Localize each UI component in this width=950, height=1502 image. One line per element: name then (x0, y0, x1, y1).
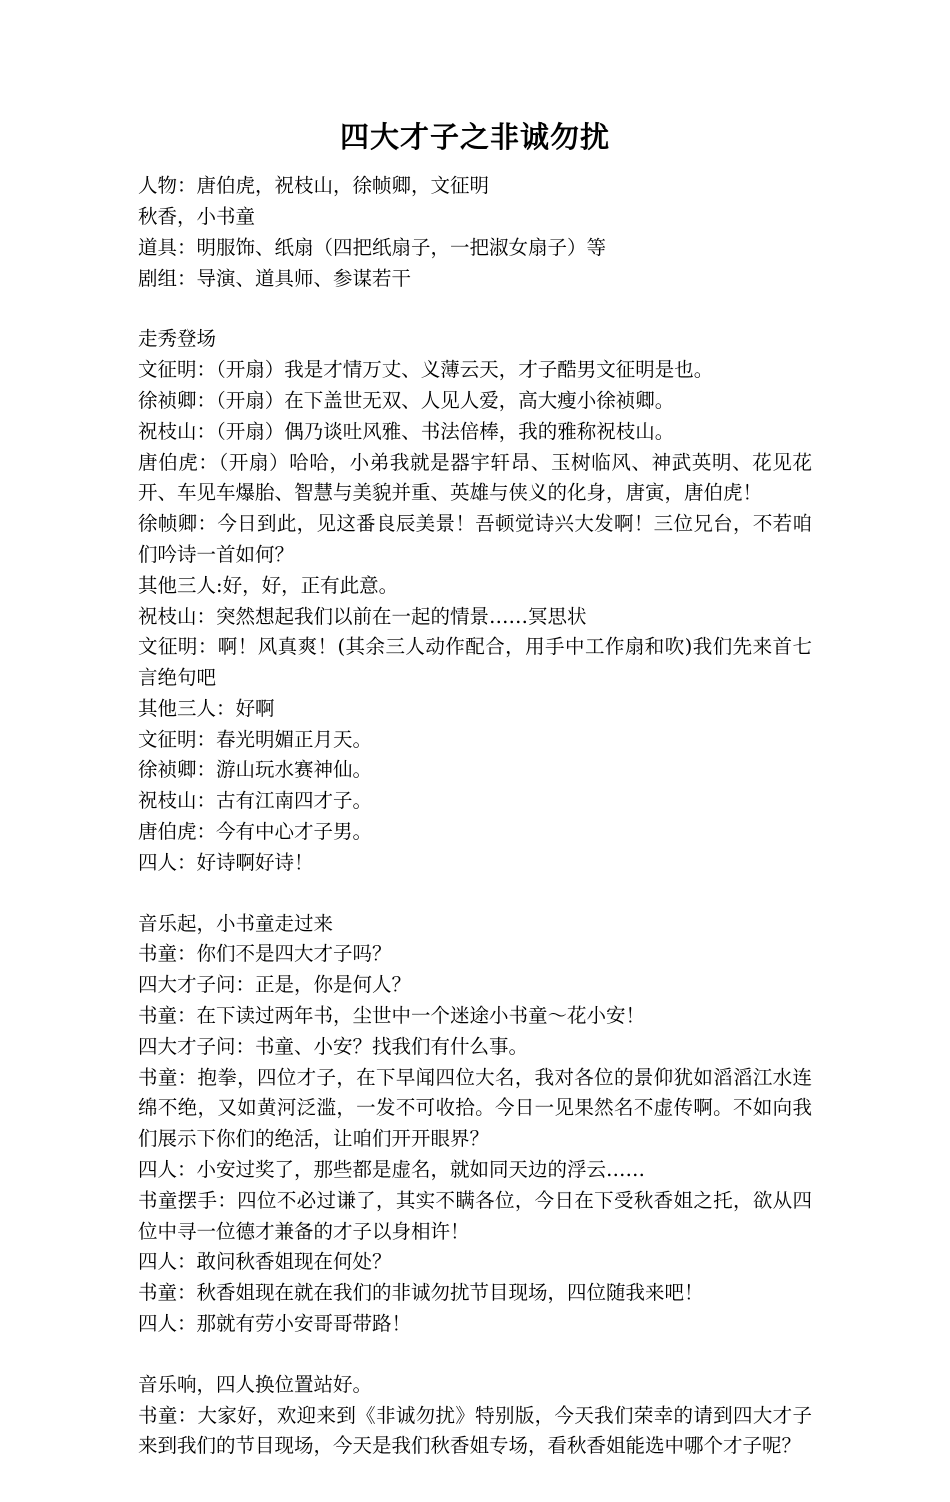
paragraph: 祝枝山：突然想起我们以前在一起的情景……冥思状 (138, 604, 587, 628)
paragraph: 人物：唐伯虎，祝枝山，徐帧卿，文征明 (138, 174, 490, 198)
paragraph: 书童：大家好，欢迎来到《非诚勿扰》特别版，今天我们荣幸的请到四大才子来到我们的节目现场，今天是我们秋香姐专场，看秋香姐能选中哪个才子呢？ (138, 1403, 812, 1458)
paragraph: 书童：秋香姐现在就在我们的非诚勿扰节目现场，四位随我来吧！ (138, 1281, 704, 1305)
paragraph: 其他三人：好啊 (138, 696, 275, 720)
paragraph: 四人：好诗啊好诗！ (138, 850, 314, 874)
paragraph: 书童：你们不是四大才子吗？ (138, 942, 392, 966)
paragraph: 其他三人:好，好，正有此意。 (138, 573, 399, 597)
paragraph: 祝枝山：（开扇）偶乃谈吐风雅、书法倍棒，我的雅称祝枝山。 (138, 419, 675, 443)
paragraph: 四人：那就有劳小安哥哥带路！ (138, 1312, 412, 1336)
paragraph: 徐帧卿：今日到此，见这番良辰美景！吾顿觉诗兴大发啊！三位兄台，不若咱们吟诗一首如何？ (138, 512, 812, 566)
paragraph: 文征明：啊！风真爽！(其余三人动作配合，用手中工作扇和吹)我们先来首七言绝句吧 (138, 635, 812, 690)
paragraph: 音乐起，小书童走过来 (138, 911, 334, 935)
paragraph: 秋香，小书童 (138, 204, 256, 228)
document-body (138, 171, 812, 1462)
page-title: 四大才子之非诚勿扰 (339, 120, 610, 154)
paragraph: 书童摆手：四位不必过谦了，其实不瞒各位，今日在下受秋香姐之托，欲从四位中寻一位德才兼备的才子以身相许！ (138, 1188, 812, 1243)
paragraph: 音乐响，四人换位置站好。 (138, 1372, 373, 1396)
paragraph: 祝枝山：古有江南四才子。 (138, 789, 373, 813)
paragraph-spacer (138, 879, 812, 909)
paragraph: 剧组：导演、道具师、参谋若干 (138, 266, 412, 290)
paragraph: 徐祯卿：游山玩水赛神仙。 (138, 758, 373, 782)
paragraph: 文征明：（开扇）我是才情万丈、义薄云天，才子酷男文征明是也。 (138, 358, 714, 382)
paragraph: 四大才子问：书童、小安？找我们有什么事。 (138, 1034, 529, 1058)
paragraph: 徐祯卿：（开扇）在下盖世无双、人见人爱，高大瘦小徐祯卿。 (138, 388, 675, 412)
paragraph: 四人：敢问秋香姐现在何处？ (138, 1250, 392, 1274)
paragraph-spacer (138, 1340, 812, 1370)
paragraph: 书童：在下读过两年书，尘世中一个迷途小书童～花小安！ (138, 1004, 646, 1028)
paragraph: 四人：小安过奖了，那些都是虚名，就如同天边的浮云…… (138, 1158, 646, 1182)
paragraph: 唐伯虎：（开扇）哈哈，小弟我就是器宇轩昂、玉树临风、神武英明、花见花开、车见车爆胎、智慧与美貌并重、英雄与侠义的化身，唐寅，唐伯虎！ (138, 450, 812, 505)
paragraph: 走秀登场 (138, 327, 217, 351)
paragraph: 文征明：春光明媚正月天。 (138, 727, 373, 751)
paragraph: 唐伯虎：今有中心才子男。 (138, 820, 373, 844)
paragraph: 书童：抱拳，四位才子，在下早闻四位大名，我对各位的景仰犹如滔滔江水连绵不绝，又如黄河泛滥，一发不可收拾。今日一见果然名不虚传啊。不如向我们展示下你们的绝活，让咱们开开眼界？ (138, 1065, 812, 1151)
paragraph: 道具：明服饰、纸扇（四把纸扇子，一把淑女扇子）等 (138, 235, 607, 259)
paragraph-spacer (138, 294, 812, 324)
paragraph: 四大才子问：正是，你是何人？ (138, 973, 412, 997)
